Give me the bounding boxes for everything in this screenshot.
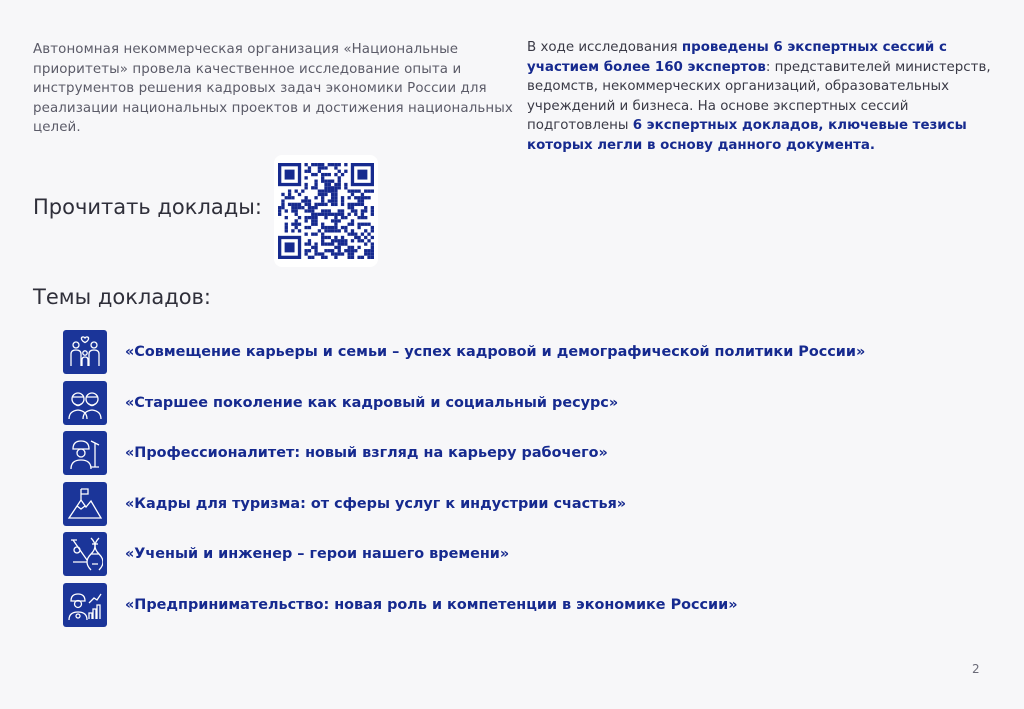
topic-title: «Старшее поколение как кадровый и социальный ресурс»: [125, 394, 619, 411]
intro-right-highlight-1: проведены 6 экспертных сессий с участием более 160 экспертов: [527, 40, 947, 75]
topic-item[interactable]: [63, 583, 865, 627]
topic-title: «Профессионалитет: новый взгляд на карьеру рабочего»: [125, 445, 608, 461]
topic-title: «Кадры для туризма: от сферы услуг к индустрии счастья»: [125, 495, 627, 512]
intro-right-highlight-2: 6 экспертных докладов, ключевые тезисы которых легли в основу данного документа.: [527, 118, 967, 153]
intro-left-paragraph: Автономная некоммерческая организация «Национальные приоритеты» провела качественное исследование опыта и инструментов решения кадровых задач экономики России для реализации национальных проектов и достижения национальных целей.: [33, 42, 513, 135]
read-reports-label: Прочитать доклады:: [33, 195, 262, 219]
intro-right-paragraph: [527, 38, 997, 155]
intro-right-text-2: : представителей министерств, ведомств, некоммерческих организаций, образовательных учреждений и бизнеса. На основе экспертных сессий подготовлены: [527, 59, 991, 133]
family-icon: [63, 330, 107, 374]
page-number: 2: [972, 662, 980, 676]
worker-icon: [63, 431, 107, 475]
qr-code-icon[interactable]: [278, 163, 374, 259]
topic-item[interactable]: [63, 482, 865, 526]
intro-right-text-1: В ходе исследования: [527, 40, 682, 55]
science-icon: [63, 532, 107, 576]
topic-title: «Ученый и инженер – герои нашего времени»: [125, 546, 510, 562]
topic-item[interactable]: [63, 431, 865, 475]
topic-title: «Предпринимательство: новая роль и компетенции в экономике России»: [125, 596, 738, 613]
topic-item[interactable]: [63, 330, 865, 374]
mountain-flag-icon: [63, 482, 107, 526]
entrepreneur-icon: [63, 583, 107, 627]
topic-title: «Совмещение карьеры и семьи – успех кадровой и демографической политики России»: [125, 344, 866, 360]
elderly-couple-icon: [63, 381, 107, 425]
topic-item[interactable]: [63, 381, 865, 425]
topics-list: [63, 330, 865, 633]
qr-code-card[interactable]: [274, 155, 378, 267]
topics-label: Темы докладов:: [33, 285, 212, 309]
topic-item[interactable]: [63, 532, 865, 576]
